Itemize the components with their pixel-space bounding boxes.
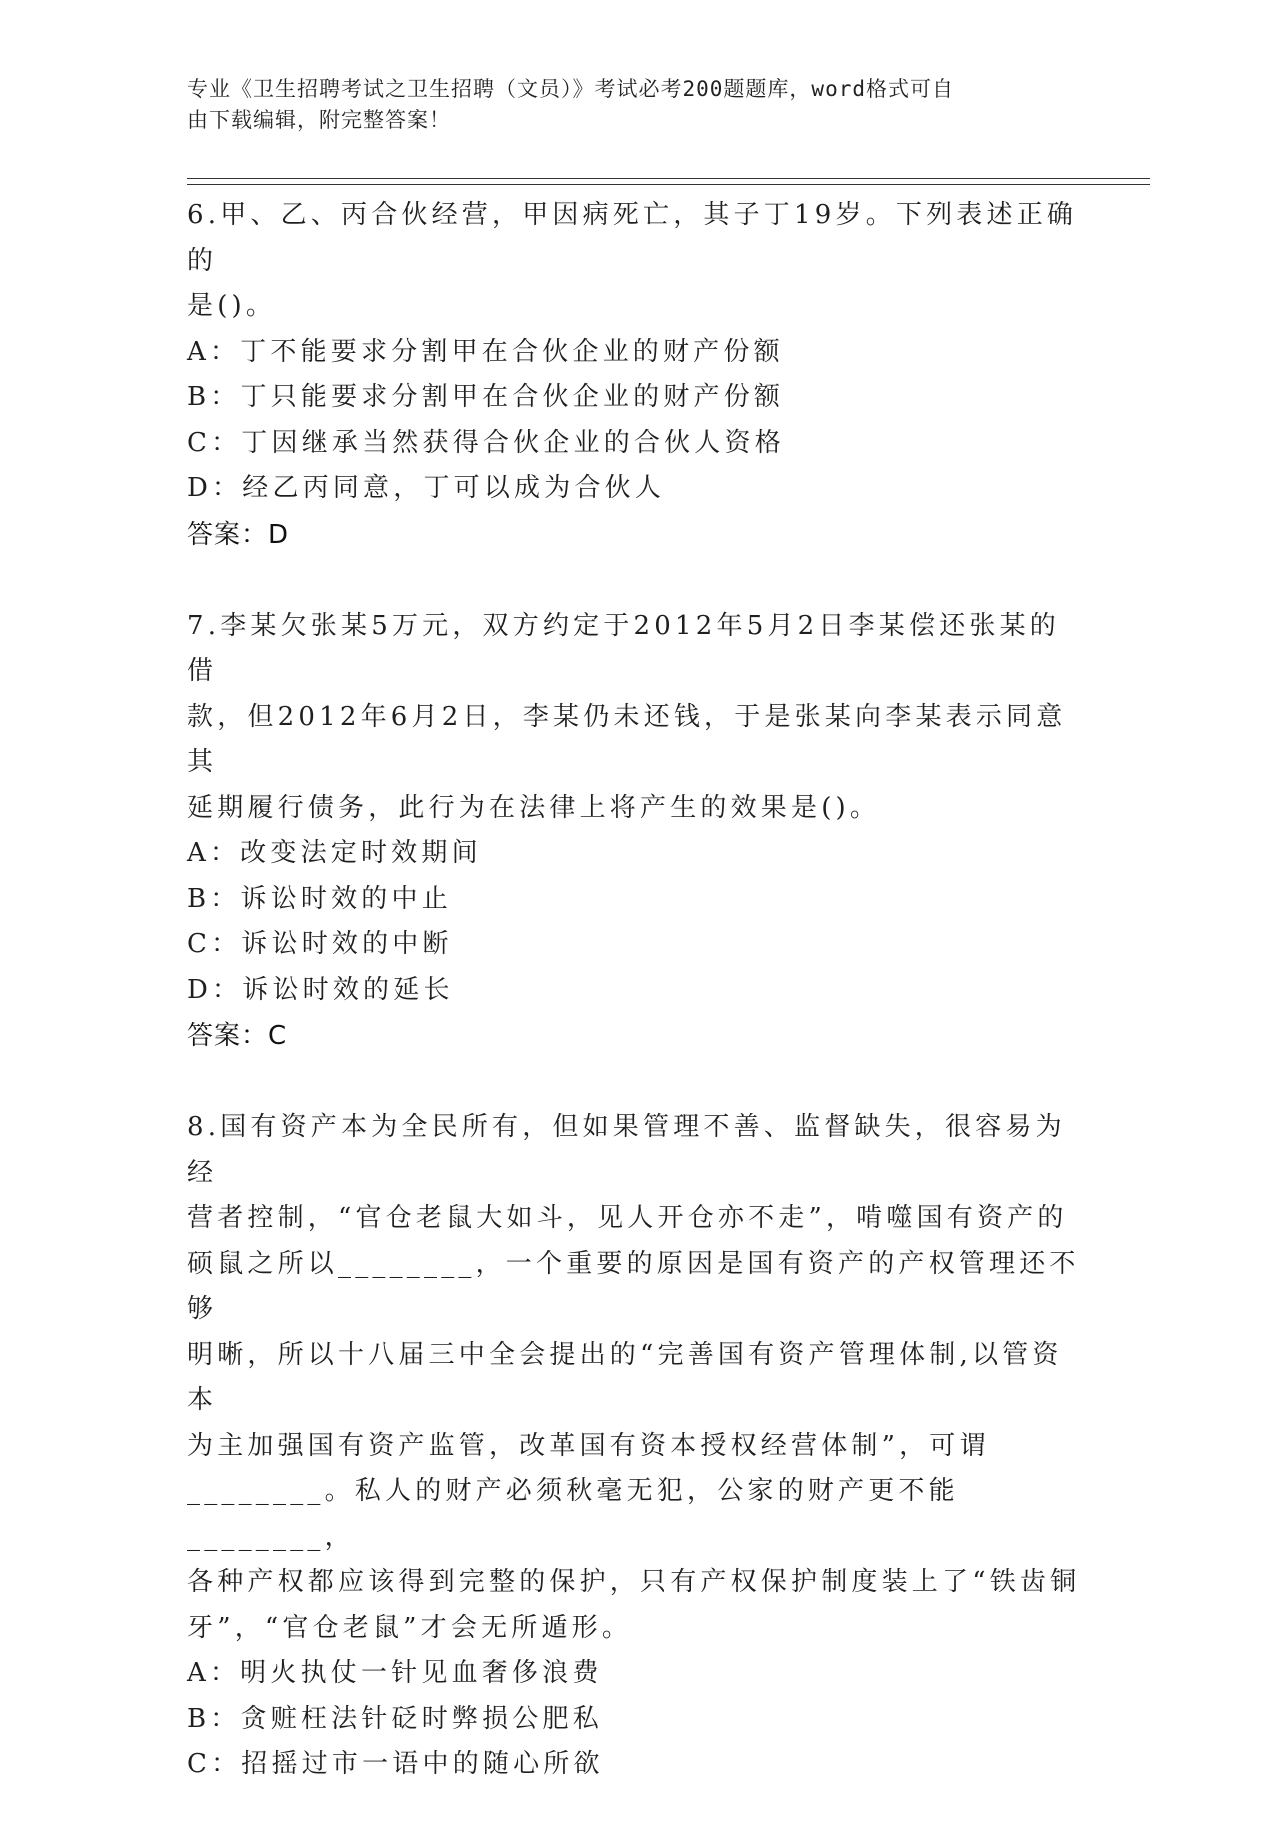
option-b: B：诉讼时效的中止: [187, 883, 452, 914]
question-7: [187, 604, 1087, 1060]
option-a: A：明火执仗一针见血奢侈浪费: [187, 1658, 603, 1688]
header-line-1: 专业《卫生招聘考试之卫生招聘（文员）》考试必考200题题库，word格式可自: [187, 77, 954, 101]
question-stem-line: 牙”，“官仓老鼠”才会无所遁形。: [187, 1612, 633, 1643]
question-stem-line: 8.国有资产本为全民所有，但如果管理不善、监督缺失，很容易为经: [187, 1112, 1066, 1188]
question-stem-line: 为主加强国有资产监管，改革国有资本授权经营体制”，可谓: [187, 1430, 990, 1461]
question-stem-line: ________。私人的财产必须秋毫无犯，公家的财产更不能________，: [187, 1476, 959, 1552]
option-c: C：丁因继承当然获得合伙企业的合伙人资格: [187, 427, 785, 458]
question-stem-line: 各种产权都应该得到完整的保护，只有产权保护制度装上了“铁齿铜: [187, 1567, 1081, 1597]
question-stem-line: 6.甲、乙、丙合伙经营，甲因病死亡，其子丁19岁。下列表述正确的: [187, 200, 1078, 276]
answer-label: 答案：D: [187, 519, 290, 550]
option-b: B：贪赃枉法针砭时弊损公肥私: [187, 1703, 603, 1734]
option-d: D：经乙丙同意，丁可以成为合伙人: [187, 473, 666, 503]
question-6: [187, 193, 1087, 558]
question-stem-line: 是()。: [187, 291, 277, 321]
option-c: C：诉讼时效的中断: [187, 929, 453, 959]
option-c: C：招摇过市一语中的随心所欲: [187, 1749, 604, 1779]
question-stem-line: 营者控制，“官仓老鼠大如斗，见人开仓亦不走”，啃噬国有资产的: [187, 1203, 1068, 1233]
question-stem-line: 款，但2012年6月2日，李某仍未还钱，于是张某向李某表示同意其: [187, 701, 1067, 777]
question-stem-line: 延期履行债务，此行为在法律上将产生的效果是()。: [187, 792, 881, 823]
header-divider-top: [187, 178, 1150, 179]
option-d: D：诉讼时效的延长: [187, 974, 454, 1005]
question-stem-line: 硕鼠之所以________，一个重要的原因是国有资产的产权管理还不够: [187, 1248, 1080, 1324]
option-a: A：丁不能要求分割甲在合伙企业的财产份额: [187, 336, 784, 367]
question-list: [187, 193, 1087, 1834]
header-line-2: 由下载编辑，附完整答案！: [187, 108, 451, 132]
question-stem-line: 明晰，所以十八届三中全会提出的“完善国有资产管理体制,以管资本: [187, 1339, 1063, 1415]
question-8: [187, 1105, 1087, 1788]
document-header: [187, 74, 1067, 136]
option-a: A：改变法定时效期间: [187, 838, 482, 868]
answer-label: 答案：C: [187, 1021, 288, 1051]
header-divider-bottom: [187, 184, 1150, 185]
option-b: B：丁只能要求分割甲在合伙企业的财产份额: [187, 382, 785, 412]
question-stem-line: 7.李某欠张某5万元，双方约定于2012年5月2日李某偿还张某的借: [187, 610, 1061, 686]
